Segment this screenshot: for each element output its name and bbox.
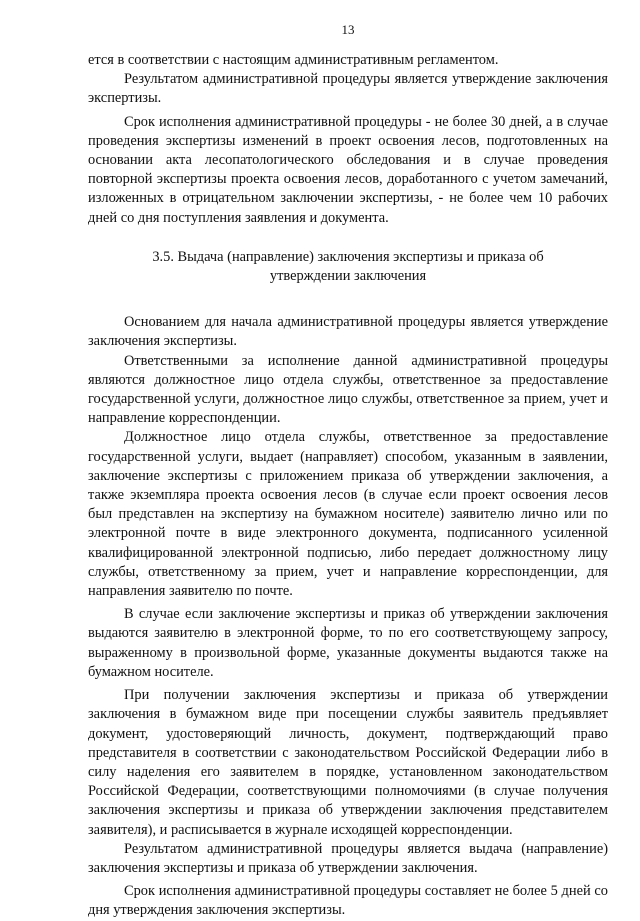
paragraph-deadline-approval: Срок исполнения административной процедуры - не более 30 дней, а в случае проведения экспертизы изменений в проект освоения лесов, подготовленных на основании акта лесопатологического обследования и в случае проведения повторной экспертизы проекта освоения лесов, доработанного с учетом замечаний, изложенных в отрицательном заключении экспертизы, - не более чем 10 рабочих дней со дня поступления заявления и документа. <box>88 113 608 226</box>
page-number: 13 <box>341 22 355 37</box>
paragraph-deadline-issuance: Срок исполнения административной процедуры составляет не более 5 дней со дня утверждения заключения экспертизы. <box>88 883 608 919</box>
section-heading: 3.5. Выдача (направление) заключения экспертизы и приказа об утверждении заключения <box>152 248 544 285</box>
paragraph-responsible: Ответственными за исполнение данной административной процедуры являются должностное лицо отдела службы, ответственное за предоставление государственной услуги, должностное лицо службы, ответственное за прием, учет и направление корреспонденции. <box>88 352 608 427</box>
document-page <box>88 22 608 921</box>
paragraph-continuation: ется в соответствии с настоящим административным регламентом. <box>88 52 499 68</box>
paragraph-result-issuance: Результатом административной процедуры является выдача (направление) заключения экспертизы и приказа об утверждении заключения. <box>88 840 608 876</box>
paragraph-basis: Основанием для начала административной процедуры является утверждение заключения экспертизы. <box>88 314 608 350</box>
paragraph-issuance: Должностное лицо отдела службы, ответственное за предоставление государственной услуги, выдает (направляет) способом, указанным в заявлении, заключение экспертизы с приложением приказа об утверждении заключения, а также экземпляра проекта освоения лесов (в случае если проект освоения лесов был представлен на экспертизу на бумажном носителе) заявителю лично или по электронной почте в виде электронного документа, подписанного усиленной квалифицированной электронной подписью, либо передает должностному лицу службы, ответственному за прием, учет и направление корреспонденции, для направления заявителю по почте. <box>88 429 608 600</box>
paragraph-result-approval: Результатом административной процедуры является утверждение заключения экспертизы. <box>88 71 608 107</box>
paragraph-paper-receipt: При получении заключения экспертизы и приказа об утверждении заключения в бумажном виде при посещении службы заявитель предъявляет документ, удостоверяющий личность, документ, подтверждающий право представителя в соответствии с законодательством Российской Федерации либо в силу наделения его заявителем в порядке, установленном законодательством Российской Федерации, соответствующими полномочиями (в случае получения заключения экспертизы и приказа об утверждении заключения представителем заявителя), и расписывается в журнале исходящей корреспонденции. <box>88 687 608 838</box>
paragraph-electronic-form: В случае если заключение экспертизы и приказ об утверждении заключения выдаются заявителю в электронной форме, то по его соответствующему запросу, выраженному в произвольной форме, указанные документы выдаются также на бумажном носителе. <box>88 606 608 680</box>
